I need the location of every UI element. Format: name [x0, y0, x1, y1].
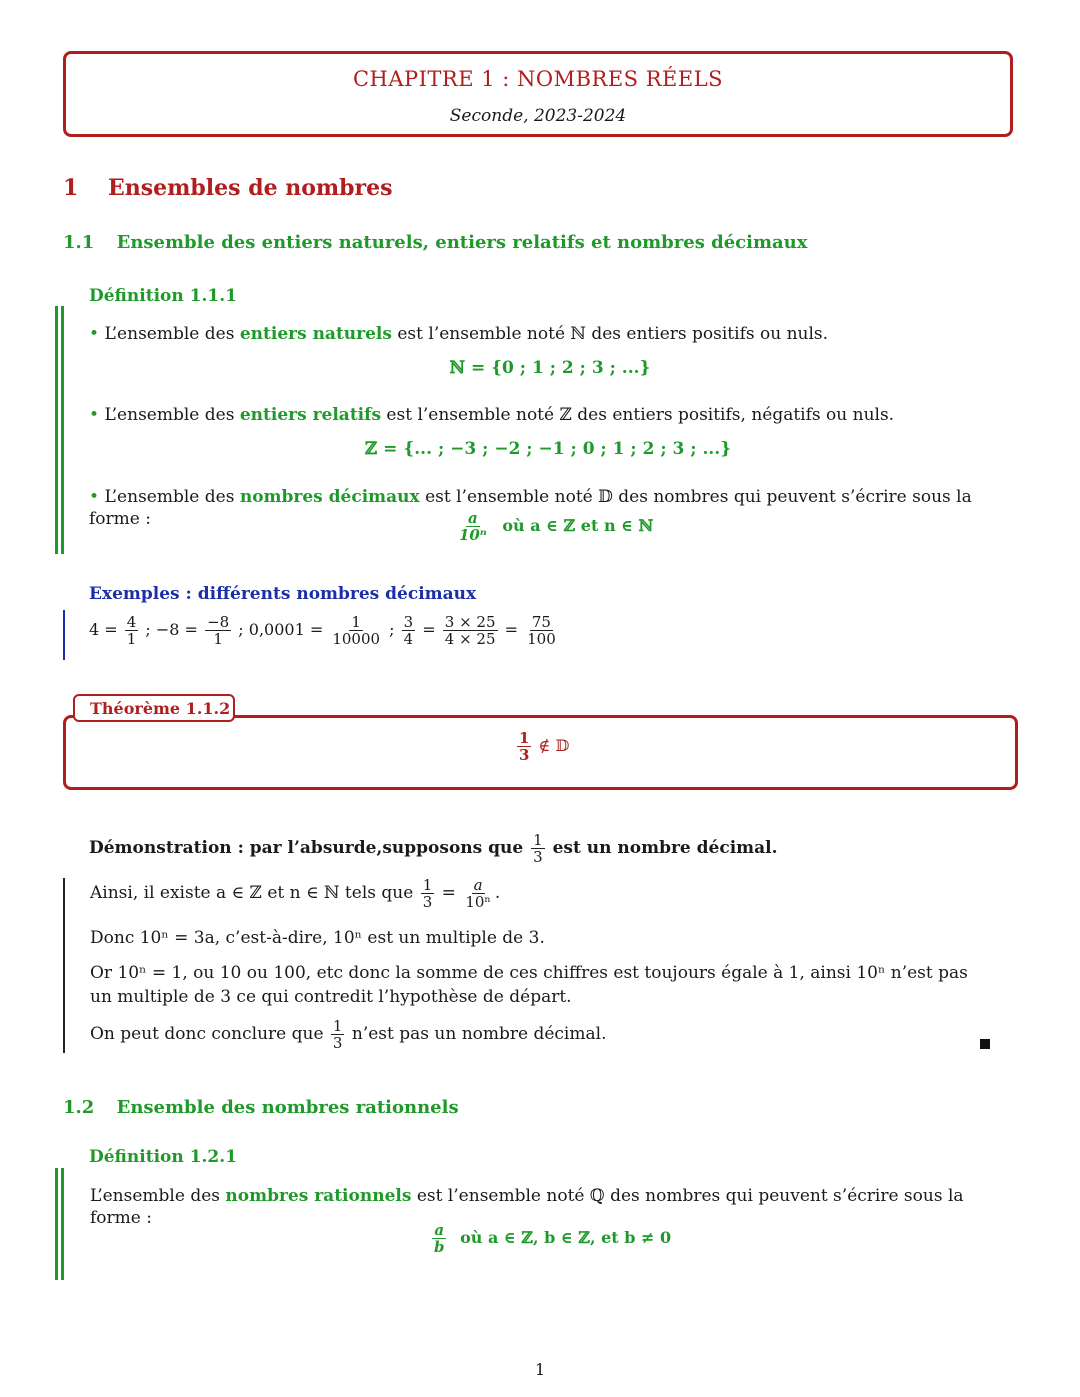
demonstration-title: [89, 832, 778, 865]
chapter-title: CHAPITRE 1 : NOMBRES RÉELS: [352, 67, 724, 91]
fraction: [205, 614, 231, 647]
bullet-icon: •: [89, 405, 100, 425]
fraction-numerator: a: [473, 876, 483, 894]
definition-text-post: est l’ensemble noté ℚ des nombres qui peuvent s’écrire sous la forme :: [90, 1186, 964, 1228]
theorem-statement: [515, 730, 569, 763]
subsection-title: Ensemble des entiers naturels, entiers relatifs et nombres décimaux: [116, 232, 808, 253]
chapter-title-box: [63, 51, 1013, 137]
fraction: [421, 877, 435, 910]
formula-condition: où a ∈ ℤ, b ∈ ℤ, et b ≠ 0: [460, 1228, 672, 1247]
examples-line: [89, 614, 560, 647]
demonstration-bar: [63, 878, 65, 1053]
definition-item: [89, 323, 1009, 345]
fraction: [330, 614, 382, 647]
demonstration-text: .: [494, 883, 501, 903]
fraction-denominator: 1: [126, 630, 137, 648]
fraction: [463, 877, 493, 910]
fraction: [457, 510, 489, 543]
fraction-numerator: a: [468, 509, 478, 527]
theorem-label: Théorème 1.1.2: [73, 694, 235, 722]
fraction-denominator: 3: [533, 848, 543, 866]
fraction-denominator: 3: [332, 1034, 343, 1052]
fraction: [517, 730, 531, 763]
demonstration-title-text: Démonstration : par l’absurde,supposons que: [89, 838, 524, 858]
fraction: [531, 832, 545, 865]
example-text: ; −8 =: [145, 620, 198, 639]
chapter-subtitle: Seconde, 2023-2024: [449, 106, 627, 126]
demonstration-text: Ainsi, il existe a ∈ ℤ et n ∈ ℕ tels que: [90, 883, 414, 903]
demonstration-text: On peut donc conclure que: [90, 1024, 324, 1044]
definition-label: Définition 1.1.1: [89, 286, 237, 306]
example-text: ; 0,0001 =: [238, 620, 324, 639]
item-term: nombres décimaux: [239, 487, 420, 507]
qed-icon: [980, 1039, 990, 1049]
formula-naturals: ℕ = {0 ; 1 ; 2 ; 3 ; ...}: [449, 358, 651, 378]
definition-bar: [55, 1168, 58, 1280]
fraction-denominator: 4: [403, 630, 414, 648]
fraction-denominator: 10ⁿ: [465, 893, 491, 911]
item-text-pre: L’ensemble des: [104, 405, 240, 425]
fraction-numerator: 1: [332, 1017, 343, 1035]
demonstration-title-text: est un nombre décimal.: [552, 838, 778, 858]
item-term: entiers relatifs: [239, 405, 382, 425]
fraction-denominator: 3: [422, 893, 433, 911]
formula-condition: où a ∈ ℤ et n ∈ ℕ: [502, 516, 654, 535]
item-term: entiers naturels: [239, 324, 392, 344]
item-text-pre: L’ensemble des: [104, 487, 240, 507]
definition-bar: [61, 1168, 64, 1280]
fraction-denominator: 1: [213, 630, 223, 648]
fraction-numerator: 1: [351, 613, 361, 631]
definition-text-pre: L’ensemble des: [90, 1186, 226, 1206]
demonstration-text: =: [441, 883, 456, 903]
example-text: ;: [389, 620, 395, 639]
fraction: [125, 614, 139, 647]
item-text-post: est l’ensemble noté ℕ des entiers positifs ou nuls.: [391, 324, 829, 344]
definition-label: Définition 1.2.1: [89, 1147, 237, 1167]
fraction: [432, 1222, 447, 1255]
item-text-post: est l’ensemble noté ℤ des entiers positifs, négatifs ou nuls.: [381, 405, 895, 425]
demonstration-text: n’est pas un nombre décimal.: [351, 1024, 607, 1044]
fraction-denominator: 10000: [332, 630, 381, 648]
formula-rationals: [430, 1222, 671, 1255]
definition-term: nombres rationnels: [225, 1186, 412, 1206]
fraction-numerator: 4: [126, 613, 137, 631]
examples-label: Exemples : différents nombres décimaux: [89, 584, 477, 604]
item-text-pre: L’ensemble des: [104, 324, 240, 344]
example-text: =: [504, 620, 519, 639]
formula-integers: ℤ = {... ; −3 ; −2 ; −1 ; 0 ; 1 ; 2 ; 3 ; ...}: [364, 439, 732, 459]
example-text: 4 =: [89, 620, 118, 639]
fraction: [443, 614, 498, 647]
section-heading: [63, 175, 393, 201]
fraction: [402, 614, 416, 647]
fraction-numerator: 3 × 25: [444, 613, 496, 631]
subsection-heading-1-1: [63, 232, 807, 253]
subsection-number: 1.2: [63, 1097, 95, 1118]
fraction-numerator: 1: [533, 831, 543, 849]
item-text-post: est l’ensemble noté 𝔻 des nombres qui peuvent s’écrire sous la forme :: [89, 487, 972, 529]
fraction-numerator: 3: [403, 613, 414, 631]
bullet-icon: •: [89, 324, 100, 344]
demonstration-line: [90, 1018, 606, 1051]
fraction-numerator: 75: [531, 613, 551, 631]
examples-bar: [63, 610, 65, 660]
demonstration-line: Or 10ⁿ = 1, ou 10 ou 100, etc donc la somme de ces chiffres est toujours égale à 1, ainsi 10ⁿ n’est pas un multiple de 3 ce qui contredit l’hypothèse de départ.: [90, 963, 968, 1007]
fraction: [331, 1018, 345, 1051]
fraction-numerator: a: [434, 1221, 445, 1239]
subsection-heading-1-2: [63, 1097, 459, 1118]
demonstration-line: Donc 10ⁿ = 3a, c’est-à-dire, 10ⁿ est un multiple de 3.: [90, 928, 545, 948]
definition-bar: [61, 306, 64, 554]
theorem-relation: ∉ 𝔻: [538, 736, 570, 755]
demonstration-line: [90, 877, 500, 910]
subsection-title: Ensemble des nombres rationnels: [116, 1097, 459, 1118]
fraction-denominator: b: [434, 1238, 445, 1256]
definition-bar: [55, 306, 58, 554]
bullet-icon: •: [89, 487, 100, 507]
fraction-numerator: −8: [207, 613, 230, 631]
fraction-denominator: 100: [527, 630, 556, 648]
fraction-denominator: 10ⁿ: [459, 526, 487, 544]
formula-decimals: [455, 510, 653, 543]
subsection-number: 1.1: [63, 232, 95, 253]
fraction-denominator: 4 × 25: [444, 630, 496, 648]
definition-item: [89, 404, 1009, 426]
fraction: [525, 614, 558, 647]
section-number: 1: [63, 175, 79, 201]
example-text: =: [422, 620, 436, 639]
fraction-denominator: 3: [519, 746, 530, 764]
fraction-numerator: 1: [422, 876, 433, 894]
fraction-numerator: 1: [519, 729, 530, 747]
section-title: Ensembles de nombres: [107, 175, 393, 201]
page-number: 1: [535, 1360, 546, 1379]
